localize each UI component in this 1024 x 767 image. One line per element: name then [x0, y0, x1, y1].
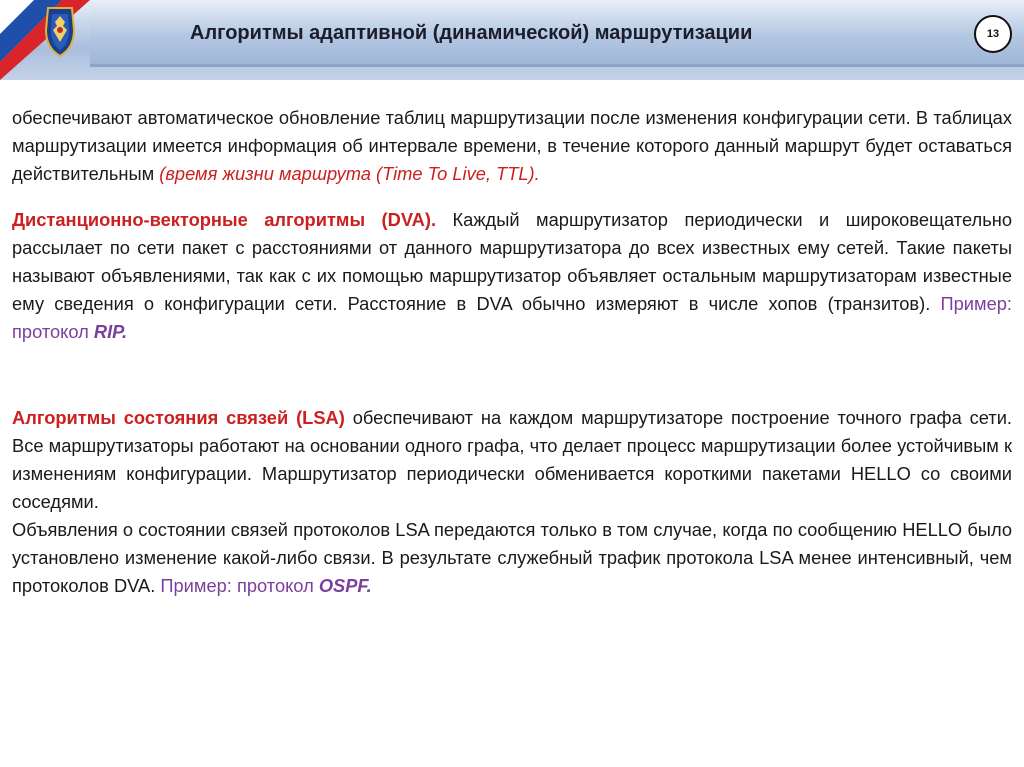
page-title: Алгоритмы адаптивной (динамической) маршрутизации [190, 22, 753, 44]
paragraph-dva [12, 206, 1012, 346]
paragraph-lsa [12, 404, 1012, 516]
example-label: Пример: протокол [160, 575, 319, 596]
paragraph-adaptive-intro [12, 104, 1012, 188]
example-protocol-rip: RIP. [93, 321, 128, 342]
lsa-term: Алгоритмы состояния связей (LSA) [12, 407, 345, 428]
example-label: Пример: протокол [12, 293, 1012, 342]
paragraph-text: Каждый маршрутизатор периодически и широковещательно рассылает по сети пакет с расстояниями от данного маршрутизатора до всех известных ему сетей. Такие пакеты называют объявлениями, так как с их помощью маршрутизатор объявляет остальным маршрутизаторам известные ему сведения о конфигурации сети. Расстояние в DVA обычно измеряют в числе хопов (транзитов). [12, 209, 1012, 314]
paragraph-text: обеспечивают автоматическое обновление таблиц маршрутизации после изменения конфигурации сети. В таблицах маршрутизации имеется информация об интервале времени, в течение которого данный маршрут будет оставаться действительным [12, 107, 1012, 184]
emblem-icon [46, 8, 74, 56]
ttl-highlight: (время жизни маршрута (Time To Live, TTL). [159, 163, 540, 184]
paragraph-text: обеспечивают на каждом маршрутизаторе построение точного графа сети. Все маршрутизаторы работают на основании одного графа, что делает процесс маршрутизации более устойчивым к изменениям конфигурации. Маршрутизатор периодически обменивается короткими пакетами HELLO со своими соседями. [12, 407, 1012, 512]
header-divider [90, 64, 1024, 67]
paragraph-lsa-announcements [12, 516, 1012, 600]
dva-term: Дистанционно-векторные алгоритмы (DVA). [12, 209, 437, 230]
slide-header [0, 0, 1024, 80]
slide-body [12, 104, 1012, 600]
page-number-badge: 13 [974, 15, 1012, 53]
flag-emblem-icon [0, 0, 110, 80]
paragraph-text: Объявления о состоянии связей протоколов LSA передаются только в том случае, когда по сообщению HELLO было установлено изменение какой-либо связи. В результате служебный трафик протокола LSA менее интенсивный, чем протоколов DVA. [12, 519, 1012, 596]
example-protocol-ospf: OSPF. [318, 575, 372, 596]
